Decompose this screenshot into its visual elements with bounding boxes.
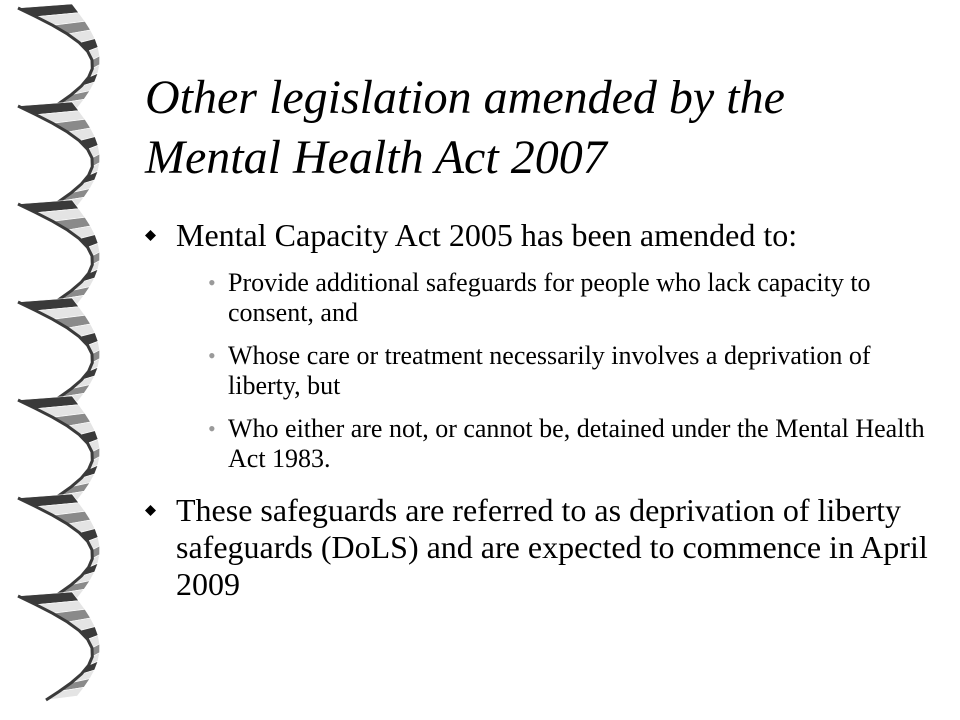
bullet-text: Mental Capacity Act 2005 has been amended to: bbox=[176, 217, 798, 253]
fan-segment bbox=[18, 592, 100, 700]
fan-segment bbox=[18, 298, 100, 406]
sub-bullet-text: Provide additional safeguards for people who lack capacity to consent, and bbox=[228, 268, 871, 327]
sub-bullet-dot: • bbox=[208, 416, 216, 441]
fan-segment bbox=[18, 494, 100, 602]
sub-bullet-dot: • bbox=[208, 343, 216, 368]
fan-segment bbox=[18, 4, 100, 112]
fan-segment bbox=[18, 396, 100, 504]
bullet-text: These safeguards are referred to as deprivation of liberty safeguards (DoLS) and are expected to commence in April 2009 bbox=[176, 492, 928, 602]
sub-bullet-text: Whose care or treatment necessarily involves a deprivation of liberty, but bbox=[228, 341, 871, 400]
bullet-item-dols bbox=[145, 492, 935, 603]
sub-bullet-list bbox=[176, 268, 935, 474]
spiral-fan-decoration bbox=[0, 0, 140, 720]
sub-bullet-dot: • bbox=[208, 270, 216, 295]
fan-segment bbox=[18, 200, 100, 308]
sub-bullet-item bbox=[176, 268, 935, 328]
title-line-1: Other legislation amended by the bbox=[145, 71, 785, 124]
sub-bullet-item bbox=[176, 414, 935, 474]
diamond-bullet-icon bbox=[145, 505, 156, 516]
bullet-item-mental-capacity-act bbox=[145, 217, 935, 474]
fan-segment bbox=[18, 102, 100, 210]
sub-bullet-text: Who either are not, or cannot be, detained under the Mental Health Act 1983. bbox=[228, 414, 925, 473]
title-line-2: Mental Health Act 2007 bbox=[145, 131, 607, 184]
sub-bullet-item bbox=[176, 341, 935, 401]
slide-title bbox=[145, 68, 925, 188]
bullet-list bbox=[145, 217, 935, 603]
diamond-bullet-icon bbox=[145, 230, 156, 241]
